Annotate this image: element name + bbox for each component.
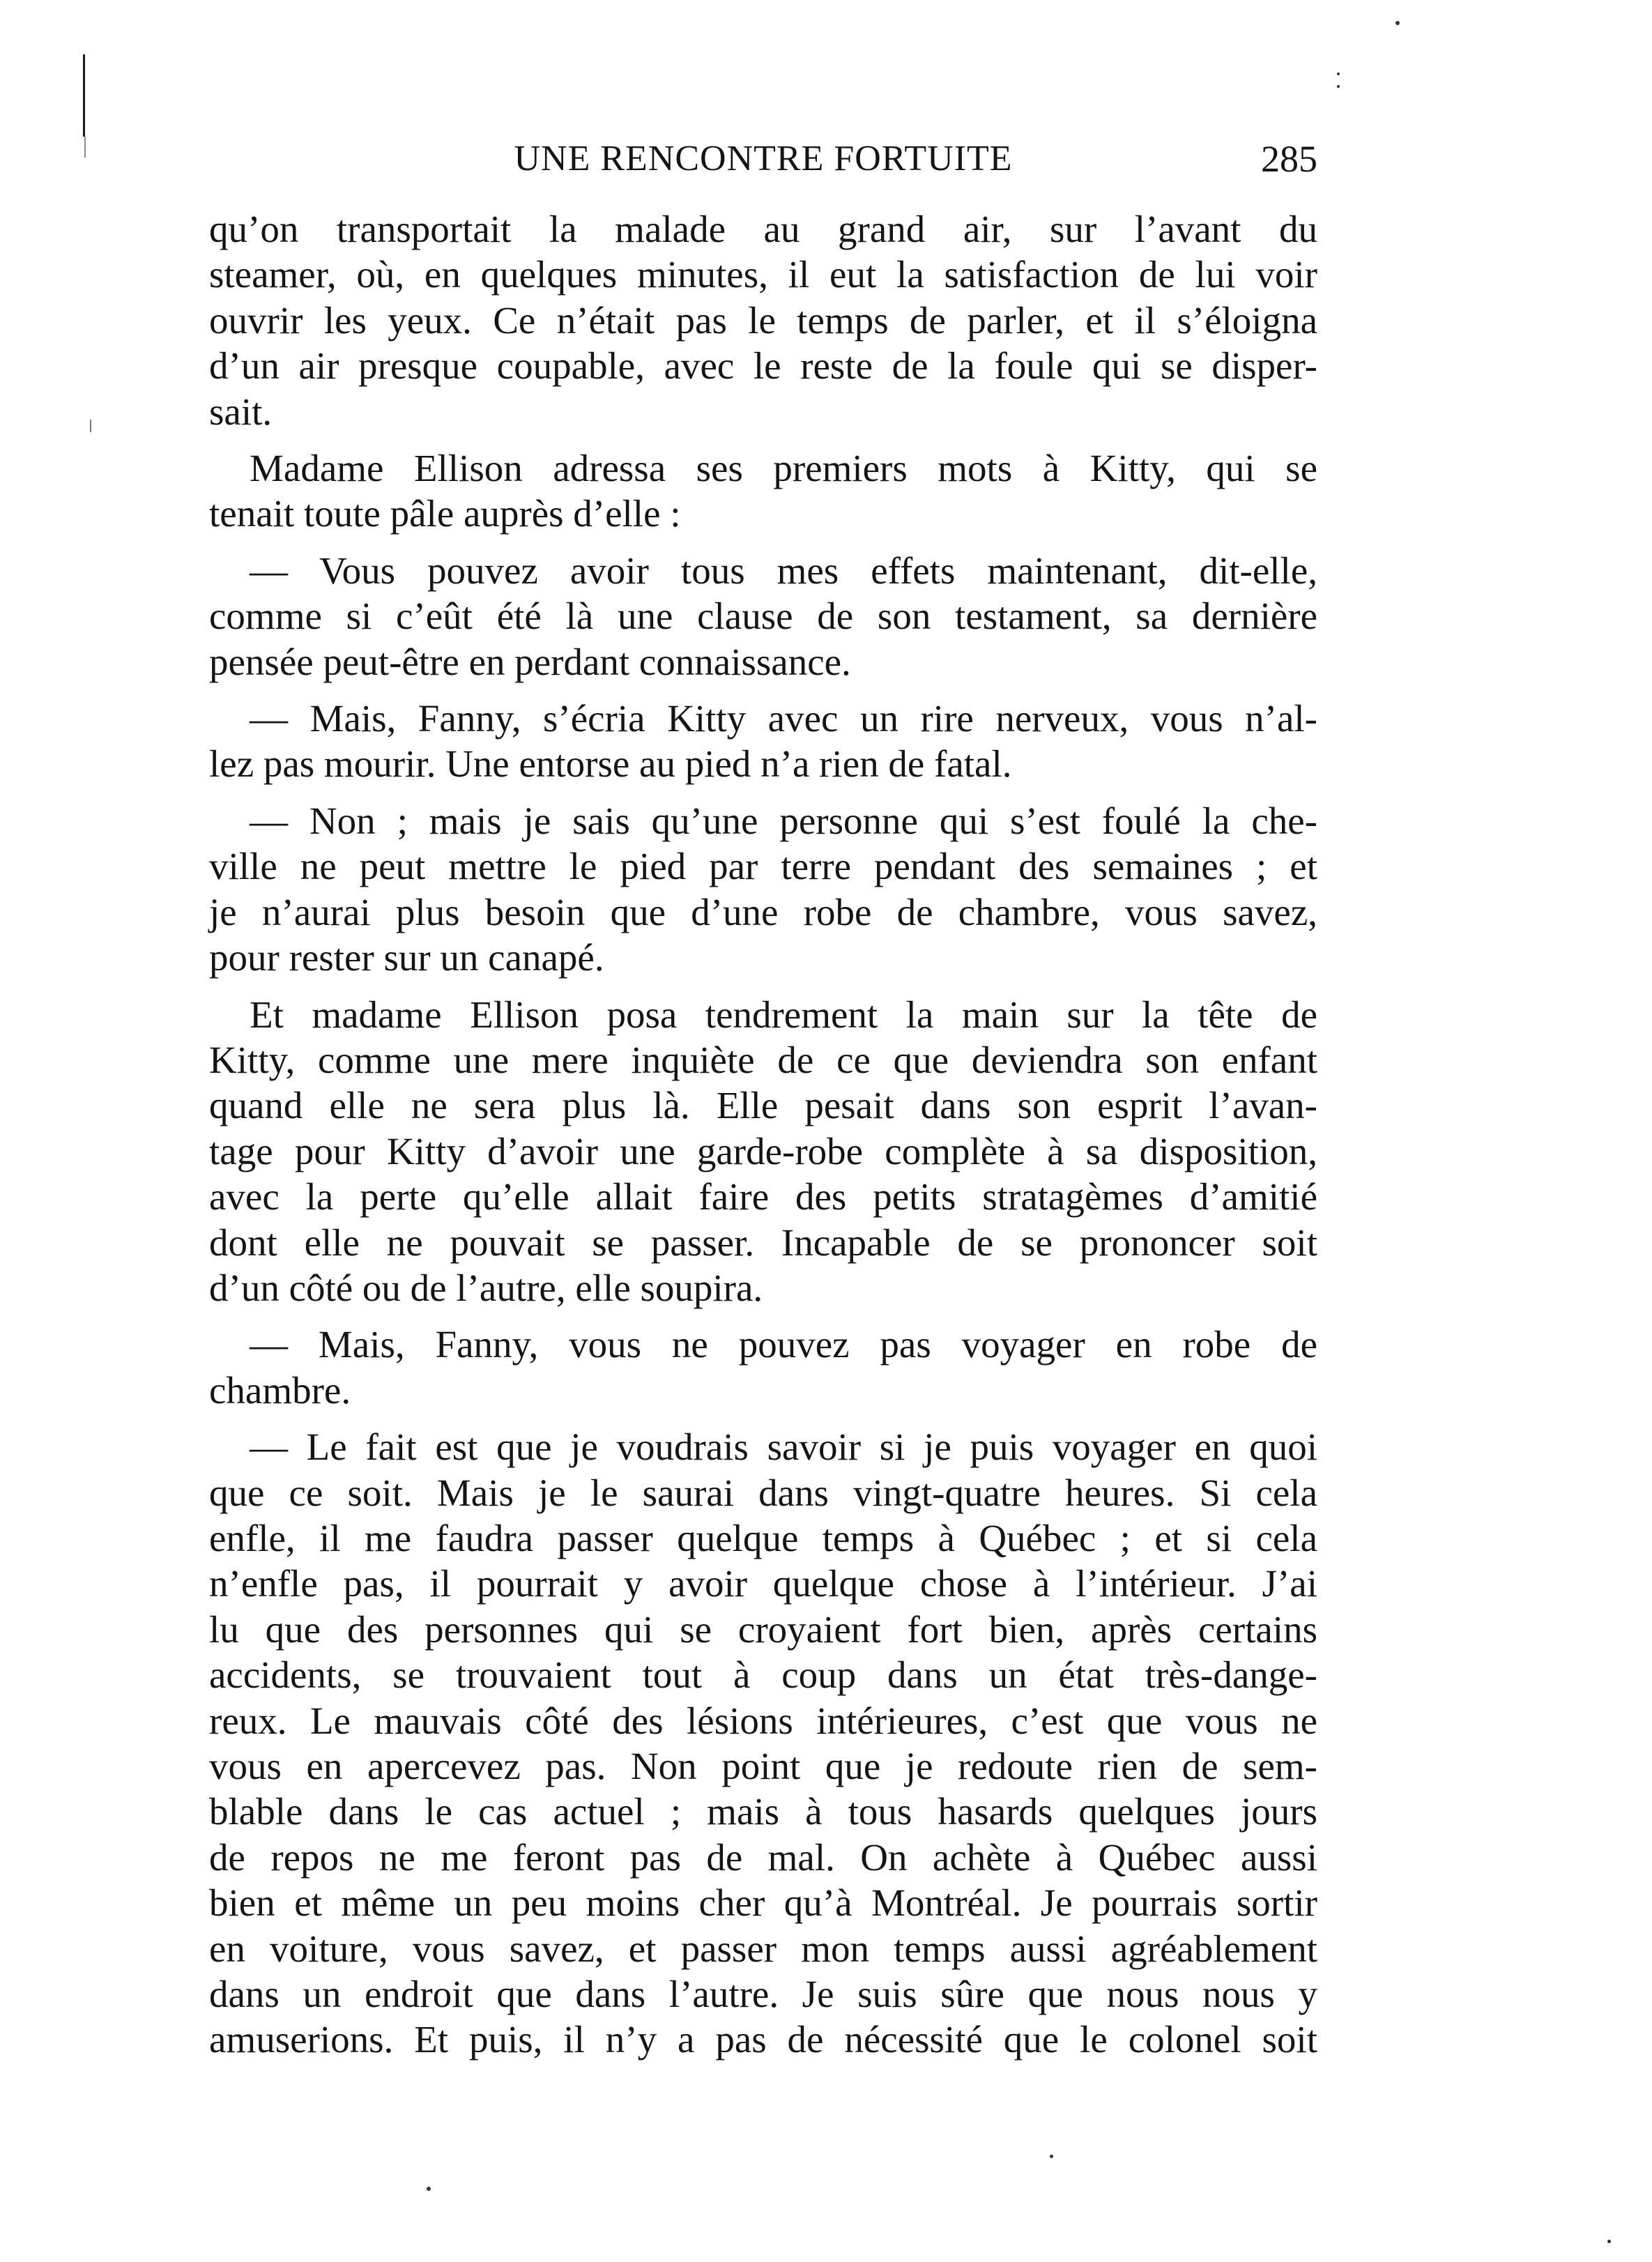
text-line: tage pour Kitty d’avoir une garde-robe complète à sa disposition,: [209, 1129, 1317, 1172]
running-title: UNE RENCONTRE FORTUITE: [514, 139, 1013, 178]
text-line: — Vous pouvez avoir tous mes effets maintenant, dit-elle,: [250, 549, 1317, 592]
text-line: en voiture, vous savez, et passer mon temps aussi agréablement: [209, 1927, 1317, 1970]
text-line: lu que des personnes qui se croyaient fort bien, après certains: [209, 1607, 1317, 1651]
text-line: qu’on transportait la malade au grand air, sur l’avant du: [209, 208, 1317, 250]
text-line: enfle, il me faudra passer quelque temps à Québec ; et si cela: [209, 1516, 1317, 1559]
text-line: chambre.: [209, 1368, 351, 1412]
text-line: dont elle ne pouvait se passer. Incapable de se prononcer soit: [209, 1221, 1317, 1264]
text-line: lez pas mourir. Une entorse au pied n’a rien de fatal.: [209, 742, 1012, 786]
text-line: reux. Le mauvais côté des lésions intérieures, c’est que vous ne: [209, 1699, 1317, 1742]
text-line: Et madame Ellison posa tendrement la main sur la tête de: [250, 993, 1317, 1036]
text-line: sait.: [209, 390, 273, 433]
paragraph: [209, 1322, 1317, 1413]
speck-mark: [427, 2187, 431, 2191]
paragraph: [209, 696, 1317, 787]
paragraph: [209, 445, 1317, 537]
text-line: — Le fait est que je voudrais savoir si je puis voyager en quoi: [250, 1426, 1317, 1469]
text-line: blable dans le cas actuel ; mais à tous hasards quelques jours: [209, 1790, 1317, 1833]
page-number: 285: [1261, 138, 1317, 180]
text-line: d’un air presque coupable, avec le reste de la foule qui se disper-: [209, 344, 1317, 388]
text-line: pensée peut-être en perdant connaissance.: [209, 640, 851, 683]
text-line: Kitty, comme une mere inquiète de ce que deviendra son enfant: [209, 1038, 1317, 1081]
text-line: de repos ne me feront pas de mal. On achète à Québec aussi: [209, 1835, 1317, 1879]
speck-mark: [1395, 21, 1400, 25]
speck-mark: [1050, 2155, 1053, 2158]
paragraph: [209, 1424, 1317, 2063]
text-line: que ce soit. Mais je le saurai dans vingt-quatre heures. Si cela: [209, 1471, 1317, 1514]
speck-mark: [1607, 2240, 1611, 2243]
paragraph: [209, 548, 1317, 685]
margin-tick-mark: [90, 420, 91, 432]
text-line: ouvrir les yeux. Ce n’était pas le temps de parler, et il s’éloigna: [209, 298, 1317, 342]
text-line: comme si c’eût été là une clause de son testament, sa dernière: [209, 595, 1317, 638]
paragraph: [209, 206, 1317, 434]
paragraph: [209, 992, 1317, 1311]
text-line: vous en apercevez pas. Non point que je redoute rien de sem-: [209, 1745, 1317, 1787]
text-line: — Non ; mais je sais qu’une personne qui s’est foulé la che-: [250, 799, 1317, 842]
speck-mark: [1337, 72, 1340, 75]
speck-mark: [1337, 85, 1340, 88]
margin-rule-mark: [83, 54, 85, 137]
text-line: — Mais, Fanny, s’écria Kitty avec un rire nerveux, vous n’al-: [250, 697, 1317, 740]
paragraph: [209, 798, 1317, 981]
text-line: pour rester sur un canapé.: [209, 936, 604, 979]
text-line: accidents, se trouvaient tout à coup dans un état très-dange-: [209, 1653, 1317, 1697]
text-line: dans un endroit que dans l’autre. Je suis sûre que nous nous y: [209, 1973, 1317, 2016]
text-line: je n’aurai plus besoin que d’une robe de chambre, vous savez,: [209, 890, 1317, 933]
text-line: steamer, où, en quelques minutes, il eut la satisfaction de lui voir: [209, 253, 1317, 296]
text-line: amuserions. Et puis, il n’y a pas de nécessité que le colonel soit: [209, 2018, 1317, 2061]
text-line: — Mais, Fanny, vous ne pouvez pas voyager en robe de: [250, 1323, 1317, 1366]
text-line: Madame Ellison adressa ses premiers mots à Kitty, qui se: [250, 447, 1317, 490]
text-line: avec la perte qu’elle allait faire des petits stratagèmes d’amitié: [209, 1175, 1317, 1218]
text-line: bien et même un peu moins cher qu’à Montréal. Je pourrais sortir: [209, 1881, 1317, 1925]
text-line: tenait toute pâle auprès d’elle :: [209, 492, 681, 535]
text-line: ville ne peut mettre le pied par terre pendant des semaines ; et: [209, 845, 1317, 888]
text-line: d’un côté ou de l’autre, elle soupira.: [209, 1266, 763, 1309]
margin-rule-mark-dotted: [84, 137, 86, 158]
body-text: [209, 206, 1317, 2074]
text-line: n’enfle pas, il pourrait y avoir quelque chose à l’intérieur. J’ai: [209, 1562, 1317, 1605]
page-header: [209, 137, 1317, 192]
text-line: quand elle ne sera plus là. Elle pesait dans son esprit l’avan-: [209, 1084, 1317, 1127]
